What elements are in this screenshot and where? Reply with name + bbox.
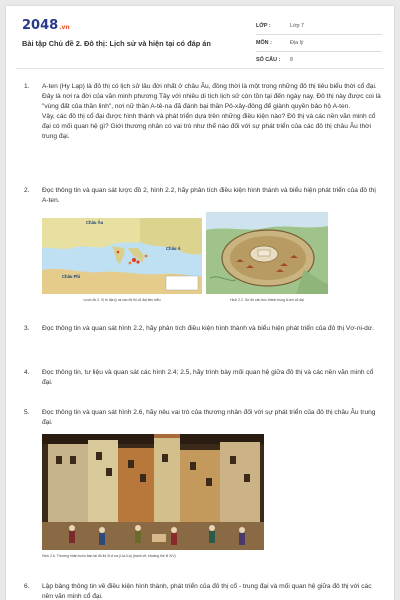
city-illustration [206, 212, 328, 294]
question-paragraph: Đọc thông tin, tư liệu và quan sát các hình 2.4; 2.5, hãy trình bày mối quan hệ giữa đô thị và các nền văn minh cổ đại. [42, 369, 374, 386]
city-caption: Hình 2.2. Sơ đồ cấu trúc thành trung A-ten cổ đại [230, 298, 304, 302]
question-paragraph: A-ten (Hy Lạp) là đô thị có lịch sử lâu đời nhất ở châu Âu, đồng thời là một trong những đô thị tiêu biểu thời cổ đại. Đây là nơi ra đời của văn minh phương Tây với nhiều di tích lịch sử còn tồn tại đến ngày nay. Đô thị này được coi là "vùng đất của thần linh", nơi nữ thần A-tê-na đã đánh bại thần Pô-xây-đông để giành quyền bảo hộ A-ten. [42, 83, 381, 110]
meta-value: Địa lý [290, 40, 304, 46]
meta-label: LỚP : [256, 23, 271, 29]
logo-text: 2048 [22, 18, 59, 33]
logo-suffix: .vn [59, 24, 70, 31]
question-text [42, 82, 382, 142]
question-number: 3. [24, 325, 30, 332]
map-caption: Lược đồ 2. Vị trí địa lý và các đô thị cổ đại tiêu biểu [83, 298, 161, 302]
meta-table [256, 18, 382, 69]
question-paragraph: Lập bảng thông tin về điều kiện hình thành, phát triển của đô thị cổ - trung đại và mối quan hệ giữa đô thị với các nền văn minh cổ đại. [42, 583, 372, 600]
ancient-city-figure [206, 212, 328, 294]
meta-row-grade [256, 18, 382, 35]
question-1 [24, 82, 382, 142]
question-3 [24, 324, 382, 334]
question-number: 6. [24, 583, 30, 590]
question-paragraph: Đọc thông tin và quan sát hình 2.6, hãy nêu vai trò của thương nhân đối với sự phát triển của đô thị châu Âu trung đại. [42, 409, 376, 426]
europe-map-figure [42, 218, 202, 294]
header-divider [16, 68, 384, 69]
painting-caption: Hình 2.6. Thương nhân buôn bán tại đô thị Xi-ê-na (I-ta-li-a) (tranh vẽ, khoảng thế kỉ XIV) [42, 554, 176, 558]
map-graphic [42, 218, 202, 294]
meta-label: SỐ CÂU : [256, 57, 281, 63]
question-number: 4. [24, 369, 30, 376]
meta-label: MÔN : [256, 40, 272, 46]
question-text [42, 408, 382, 428]
meta-row-count [256, 52, 382, 69]
meta-value: 8 [290, 57, 293, 63]
question-6 [24, 582, 382, 600]
page-title: Bài tập Chủ đề 2. Đô thị: Lịch sử và hiện tại có đáp án [22, 39, 211, 48]
site-logo[interactable] [22, 18, 70, 33]
painting-illustration [42, 434, 264, 550]
question-paragraph: Đọc thông tin và quan sát hình 2.2, hãy phân tích điều kiện hình thành và biểu hiện phát triển của đô thị Vơ-ni-dơ. [42, 325, 374, 332]
question-text [42, 582, 382, 600]
question-2 [24, 186, 382, 206]
question-number: 2. [24, 187, 30, 194]
question-text [42, 324, 382, 334]
document-page [6, 6, 394, 600]
question-text [42, 186, 382, 206]
question-number: 5. [24, 409, 30, 416]
map-label-europe: Châu Âu [86, 220, 104, 225]
question-4 [24, 368, 382, 388]
question-paragraph: Vậy, các đô thị cổ đại được hình thành và phát triển dựa trên những điều kiện nào? Đô thị và các nền văn minh cổ đại có mối quan hệ gì? Giới thương nhân có vai trò như thế nào đối với sự phát triển của các đô thị châu Âu thời trung đại. [42, 113, 376, 140]
medieval-painting-figure [42, 434, 264, 550]
question-5 [24, 408, 382, 428]
question-paragraph: Đọc thông tin và quan sát lược đồ 2, hình 2.2, hãy phân tích điều kiện hình thành và biểu hiện phát triển của đô thị A-ten. [42, 187, 376, 204]
question-number: 1. [24, 83, 30, 90]
map-label-asia: Châu Á [166, 246, 181, 251]
meta-value: Lớp 7 [290, 23, 305, 29]
meta-row-subject [256, 35, 382, 52]
question-text [42, 368, 382, 388]
map-label-africa: Châu Phi [62, 274, 81, 279]
